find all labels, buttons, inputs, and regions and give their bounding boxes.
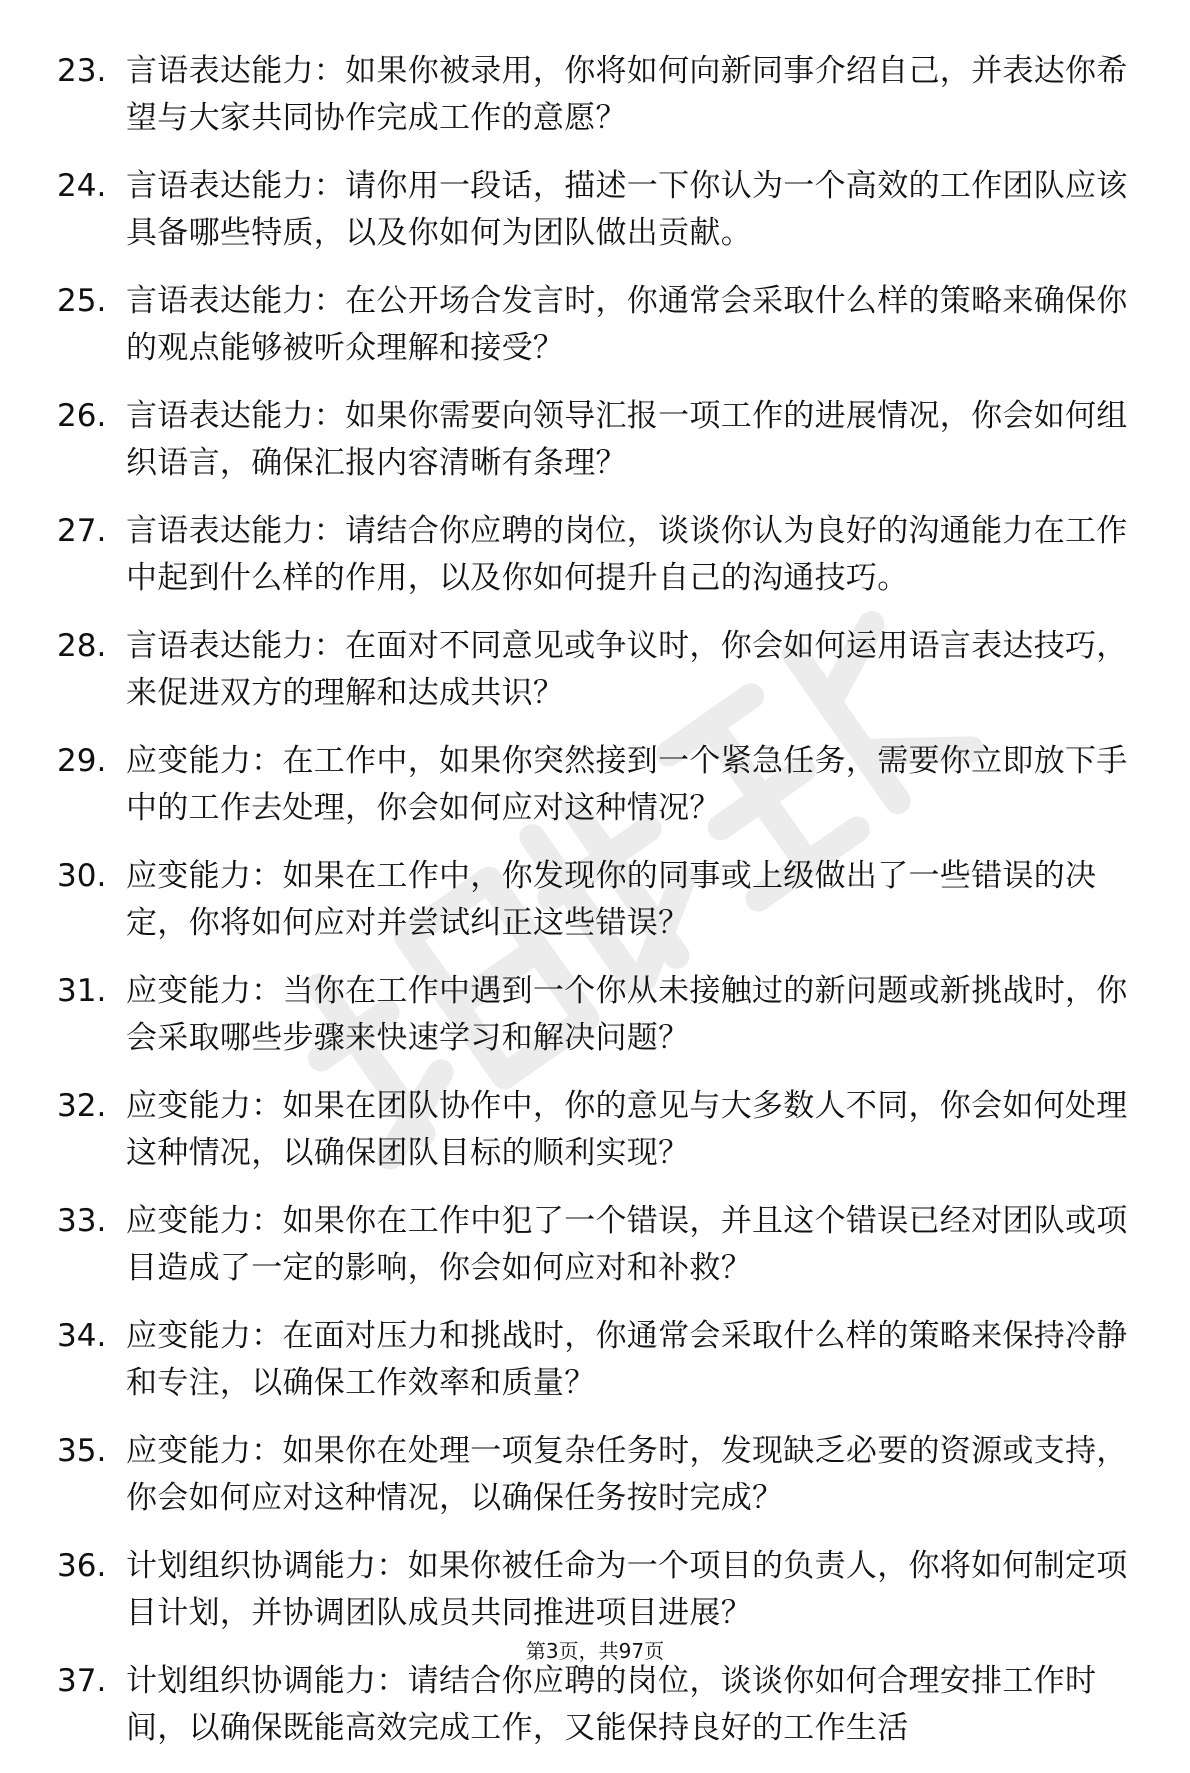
question-text: 应变能力：如果在团队协作中，你的意见与大多数人不同，你会如何处理这种情况，以确保团队目标的顺利实现？ [126, 1088, 1128, 1171]
question-text: 言语表达能力：在面对不同意见或争议时，你会如何运用语言表达技巧，来促进双方的理解和达成共识？ [126, 628, 1128, 711]
question-number: 35. [57, 1433, 107, 1469]
question-text: 计划组织协调能力：如果你被任命为一个项目的负责人，你将如何制定项目计划，并协调团队成员共同推进项目进展？ [126, 1548, 1128, 1631]
question-number: 37. [57, 1663, 107, 1699]
question-text: 应变能力：在面对压力和挑战时，你通常会采取什么样的策略来保持冷静和专注，以确保工作效率和质量？ [126, 1318, 1128, 1401]
question-text: 言语表达能力：请结合你应聘的岗位，谈谈你认为良好的沟通能力在工作中起到什么样的作用，以及你如何提升自己的沟通技巧。 [126, 513, 1128, 596]
question-item [57, 1313, 1137, 1407]
question-item [57, 278, 1137, 372]
question-number: 27. [57, 513, 107, 549]
page-number-footer: 第3页，共97页 [525, 1639, 665, 1663]
question-number: 32. [57, 1088, 107, 1124]
question-number: 31. [57, 973, 107, 1009]
question-number: 34. [57, 1318, 107, 1354]
question-number: 30. [57, 858, 107, 894]
question-number: 33. [57, 1203, 107, 1239]
question-text: 计划组织协调能力：请结合你应聘的岗位，谈谈你如何合理安排工作时间，以确保既能高效完成工作，又能保持良好的工作生活 [126, 1663, 1097, 1746]
question-number: 26. [57, 398, 107, 434]
question-list [57, 48, 1137, 1773]
question-text: 应变能力：当你在工作中遇到一个你从未接触过的新问题或新挑战时，你会采取哪些步骤来快速学习和解决问题？ [126, 973, 1128, 1056]
question-item [57, 1198, 1137, 1292]
question-item [57, 623, 1137, 717]
question-item [57, 393, 1137, 487]
question-item [57, 1083, 1137, 1177]
question-text: 应变能力：在工作中，如果你突然接到一个紧急任务，需要你立即放下手中的工作去处理，你会如何应对这种情况？ [126, 743, 1128, 826]
question-item [57, 853, 1137, 947]
question-number: 25. [57, 283, 107, 319]
question-text: 言语表达能力：在公开场合发言时，你通常会采取什么样的策略来确保你的观点能够被听众理解和接受？ [126, 283, 1128, 366]
question-number: 36. [57, 1548, 107, 1584]
question-item [57, 1428, 1137, 1522]
question-text: 应变能力：如果你在处理一项复杂任务时，发现缺乏必要的资源或支持，你会如何应对这种情况，以确保任务按时完成？ [126, 1433, 1128, 1516]
question-item [57, 968, 1137, 1062]
question-number: 29. [57, 743, 107, 779]
question-text: 言语表达能力：请你用一段话，描述一下你认为一个高效的工作团队应该具备哪些特质，以及你如何为团队做出贡献。 [126, 168, 1128, 251]
question-item [57, 163, 1137, 257]
question-item [57, 1658, 1137, 1752]
question-number: 28. [57, 628, 107, 664]
question-text: 应变能力：如果在工作中，你发现你的同事或上级做出了一些错误的决定，你将如何应对并尝试纠正这些错误？ [126, 858, 1097, 941]
question-text: 言语表达能力：如果你需要向领导汇报一项工作的进展情况，你会如何组织语言，确保汇报内容清晰有条理？ [126, 398, 1128, 481]
question-item [57, 1543, 1137, 1637]
question-item [57, 738, 1137, 832]
question-text: 应变能力：如果你在工作中犯了一个错误，并且这个错误已经对团队或项目造成了一定的影响，你会如何应对和补救？ [126, 1203, 1128, 1286]
question-number: 24. [57, 168, 107, 204]
question-item [57, 508, 1137, 602]
question-number: 23. [57, 53, 107, 89]
question-text: 言语表达能力：如果你被录用，你将如何向新同事介绍自己，并表达你希望与大家共同协作完成工作的意愿？ [126, 53, 1128, 136]
question-item [57, 48, 1137, 142]
